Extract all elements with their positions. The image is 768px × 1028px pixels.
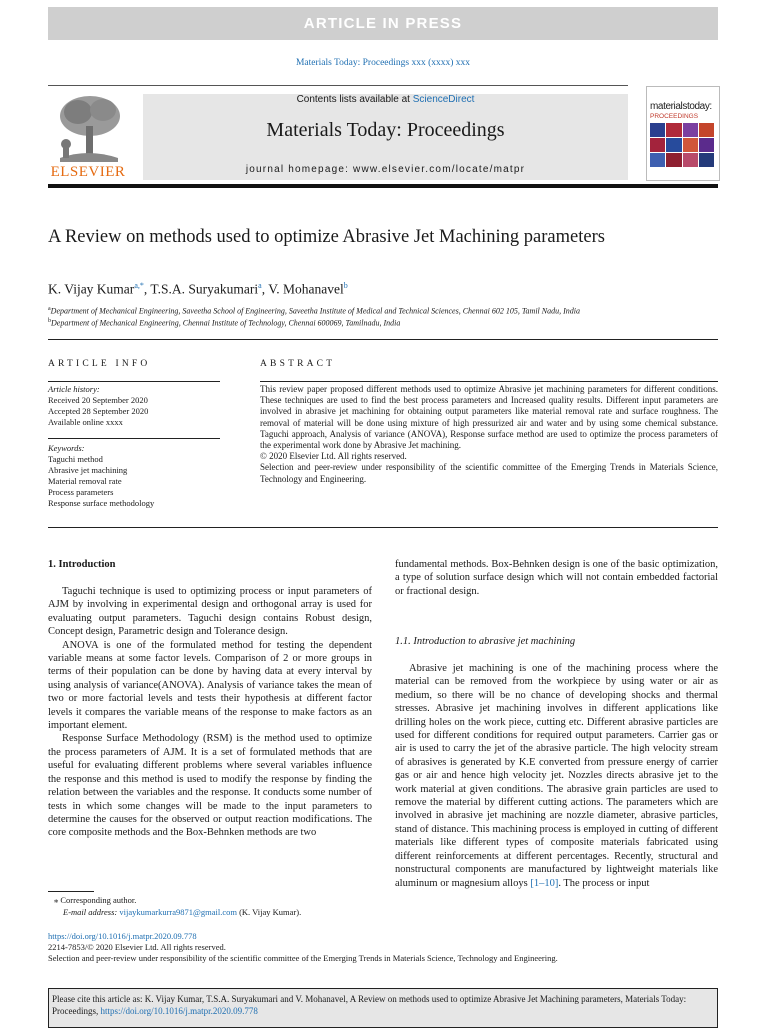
subsection-heading-ajm: 1.1. Introduction to abrasive jet machining (395, 636, 576, 647)
email-label: E-mail address: (63, 907, 120, 917)
keyword-item: Material removal rate (48, 476, 122, 486)
body-paragraph: Taguchi technique is used to optimizing process or input parameters of AJM by involving in experimental design and orthogonal array is used for evaluating output parameters. Taguchi design contains Robust design, Concept design, Parametric design and Tolerance design. (48, 586, 372, 638)
paper-title: A Review on methods used to optimize Abrasive Jet Machining parameters (48, 227, 605, 247)
keyword-item: Abrasive jet machining (48, 465, 128, 475)
history-accepted: Accepted 28 September 2020 (48, 406, 149, 416)
article-history (48, 384, 148, 428)
journal-homepage[interactable]: journal homepage: www.elsevier.com/locate/matpr (245, 164, 526, 175)
peer-review-line: Selection and peer-review under responsibility of the scientific committee of the Emerging Trends in Materials Science, Technology and Engineering. (48, 953, 558, 963)
email-link[interactable]: vijaykumarkurra9871@gmail.com (119, 907, 237, 917)
affiliation-a (48, 306, 580, 316)
email-footnote (63, 907, 301, 917)
affiliation-mark: a (48, 306, 51, 312)
author-affiliation-mark[interactable]: a (258, 281, 262, 290)
citation-link[interactable]: [1–10] (530, 877, 559, 889)
corresponding-author-note: ⁎ Corresponding author. (54, 895, 137, 905)
author-affiliation-mark[interactable]: b (343, 281, 348, 290)
section-heading-introduction: 1. Introduction (48, 559, 116, 570)
article-in-press-banner: ARTICLE IN PRESS (48, 7, 718, 40)
affiliation-mark: b (48, 318, 51, 324)
body-paragraph (395, 662, 718, 890)
article-info-heading: ARTICLE INFO (48, 359, 151, 369)
cover-image-grid (650, 123, 714, 167)
affiliation-divider (48, 339, 718, 340)
citation-doi-link[interactable]: https://doi.org/10.1016/j.matpr.2020.09.778 (100, 1006, 258, 1016)
email-owner: (K. Vijay Kumar). (236, 907, 302, 917)
body-paragraph: Response Surface Methodology (RSM) is the method used to optimize the process parameters of AJM. It is a set of formulated methods that are useful for evaluating different problems where several variables influence the response and this method is used to modify the response by finding the relation between the variables and the response. It conducts some number of tests in which some changes will be made to the input parameters to determine the causes for the observed or output reaction modifications. The core composite methods and the Box-Behnken methods are two (48, 733, 372, 839)
affiliation-text: Department of Mechanical Engineering, Saveetha School of Engineering, Saveetha Institute of Medical and Technical Sciences, Chennai 602 105, Tamil Nadu, India (50, 306, 580, 316)
author-name[interactable]: V. Mohanavel (268, 281, 344, 297)
history-received: Received 20 September 2020 (48, 395, 148, 405)
cover-title-sub: PROCEEDINGS (650, 113, 699, 120)
abstract-copyright: © 2020 Elsevier Ltd. All rights reserved. (260, 451, 407, 462)
keyword-item: Process parameters (48, 487, 114, 497)
cover-title (650, 102, 716, 121)
body-paragraph-continued: fundamental methods. Box-Behnken design is one of the basic optimization, a type of solution surface design which will not contain embedded factorial or fractional design. (395, 559, 718, 597)
abstract-heading: ABSTRACT (260, 359, 336, 369)
keywords-divider (48, 438, 220, 439)
abstract-paragraph: This review paper proposed different methods used to optimize Abrasive jet machining parameters for different conditions. These techniques are used to find the best process parameters and Increased quality results. Different input parameters are involved in abrasive jet machining for obtaining output parameters like material removal rate and surface roughness. The removal of material will be done using mixture of high pressurized air and water and by using some chemical substance. Taguchi approach, Analysis of variance (ANOVA), Response surface method are used to optimize the process parameters of the experimental work done by Abrasive Jet machining. (260, 384, 718, 451)
contents-prefix: Contents lists available at (296, 94, 413, 105)
citation-box (48, 988, 718, 1028)
abstract-bottom-divider (48, 527, 718, 528)
author-affiliation-mark[interactable]: a,* (134, 281, 144, 290)
abstract-peer-review: Selection and peer-review under responsibility of the scientific committee of the Emerging Trends in Materials Science, Technology and Engineering. (260, 462, 718, 484)
paragraph-text-end: . The process or input (558, 877, 650, 889)
affiliation-b (48, 318, 400, 328)
header-thick-rule (48, 184, 718, 188)
citation-text: Please cite this article as: K. Vijay Kumar, T.S.A. Suryakumari and V. Mohanavel, A Review on methods used to optimize Abrasive Jet Machining parameters, Materials Today: Proceedings, (52, 994, 687, 1016)
history-label: Article history: (48, 384, 100, 394)
header-divider (48, 85, 628, 86)
paragraph-text: Abrasive jet machining is one of the machining process where the material can be removed from the workpiece by using water or air as medium, so there will be no chance of developing shocks and thermal stresses. Abrasive jet machining involves in different applications like drilling holes on the work piece, cutting etc. Different abrasive particles are used for different conditions for required output parameters. Carrier gas or air is used to carry the jet of the abrasive particle. The high velocity stream of abrasives is generated by K.E converted from pressure energy of carrier gas or air and hence high velocity jet. Nozzles directs abrasive jet to the work material at given conditions. The abrasive grain particles are used to remove the material by different cutting actions. The parameters which are involved in abrasive jet machining are nozzle diameter, abrasive particles, stand of distance. This machining process is employed in cutting of different materials like different types of composite materials fabricated using different reinforcements at different percentages. Recently, structural and nonstructural components are manufactured by lightweight materials like aluminum or magnesium alloys (395, 663, 718, 889)
footnote-divider (48, 891, 94, 892)
body-paragraph: ANOVA is one of the formulated method for testing the dependent variable means at some factor levels. Comparison of 2 or more groups in terms of their population can be done by having data at every interval by using analysis of variance(ANOVA). Analysis of variance takes the mean of two or more factorial levels and tests their hypothesis at different factor levels it compares the variable means of the response to make factors as an important element. (48, 639, 372, 732)
author-name[interactable]: K. Vijay Kumar (48, 281, 135, 297)
copyright-line: 2214-7853/© 2020 Elsevier Ltd. All rights reserved. (48, 942, 226, 952)
doi-link[interactable]: https://doi.org/10.1016/j.matpr.2020.09.778 (48, 931, 197, 941)
abstract-body (260, 384, 718, 485)
affiliation-text: Department of Mechanical Engineering, Chennai Institute of Technology, Chennai 600069, Tamilnadu, India (51, 318, 401, 328)
author-separator: , (261, 281, 269, 297)
sciencedirect-link[interactable]: ScienceDirect (412, 94, 475, 105)
keywords (48, 443, 154, 509)
history-available: Available online xxxx (48, 417, 123, 427)
keyword-item: Taguchi method (48, 454, 103, 464)
journal-reference-link[interactable]: Materials Today: Proceedings xxx (xxxx) xxx (295, 58, 471, 68)
keyword-item: Response surface methodology (48, 498, 155, 508)
author-separator: , (143, 281, 151, 297)
right-column-body (395, 662, 718, 890)
abstract-divider (260, 381, 718, 382)
elsevier-wordmark: ELSEVIER (50, 164, 126, 180)
contents-available-line (143, 94, 628, 105)
cover-title-main: materialstoday: (650, 101, 712, 112)
keywords-label: Keywords: (48, 443, 85, 453)
article-info-divider (48, 381, 220, 382)
left-column (48, 585, 372, 840)
author-name[interactable]: T.S.A. Suryakumari (150, 281, 259, 297)
journal-title: Materials Today: Proceedings (266, 119, 505, 141)
right-column-top (395, 558, 718, 598)
author-list (48, 281, 348, 298)
